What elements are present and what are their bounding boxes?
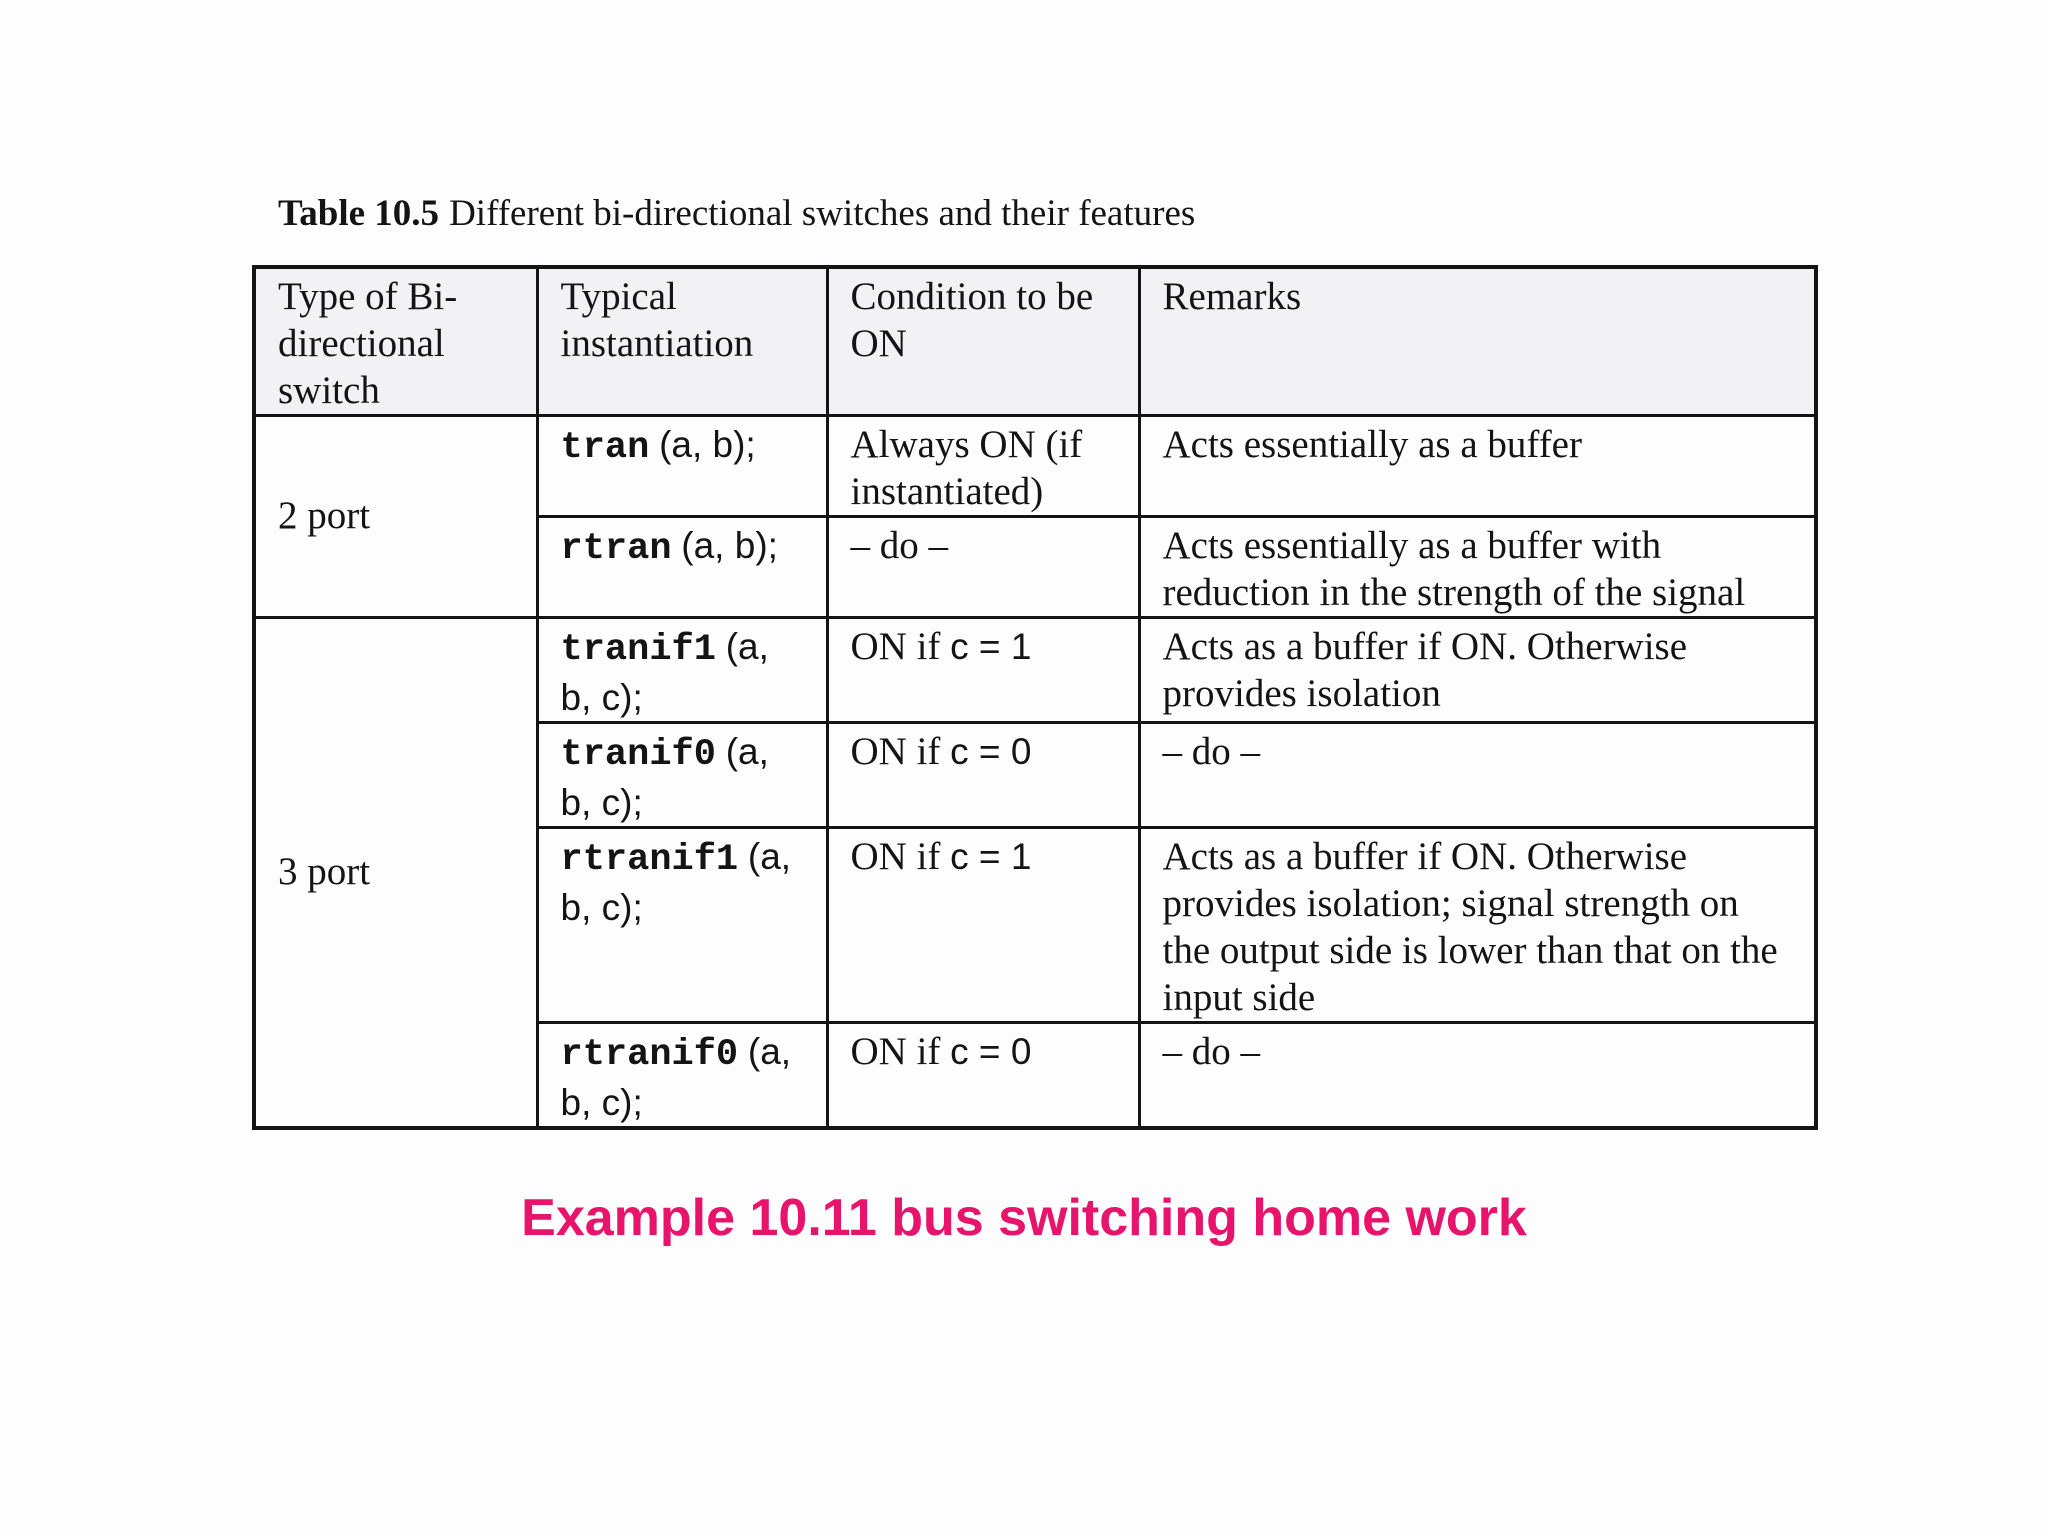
instantiation-cell: [537, 416, 827, 517]
condition-text: ON if: [850, 730, 941, 773]
switch-args: (a, b, c);: [560, 626, 769, 718]
condition-expression: c = 0: [950, 1031, 1032, 1072]
header-condition: Condition to be ON: [827, 267, 1139, 416]
table-row: [254, 416, 1816, 517]
header-remarks: Remarks: [1139, 267, 1816, 416]
port-type-cell: 2 port: [254, 416, 537, 618]
remarks-cell: Acts as a buffer if ON. Otherwise provides isolation: [1139, 618, 1816, 723]
remarks-cell: – do –: [1139, 1023, 1816, 1129]
condition-text: ON if: [850, 835, 941, 878]
instantiation-cell: [537, 723, 827, 828]
switch-args: (a, b, c);: [560, 731, 769, 823]
instantiation-cell: [537, 618, 827, 723]
table-caption-label: Table 10.5: [278, 193, 440, 234]
instantiation-cell: [537, 828, 827, 1023]
condition-cell: [827, 517, 1139, 618]
remarks-cell: Acts essentially as a buffer with reduction in the strength of the signal: [1139, 517, 1816, 618]
condition-cell: [827, 1023, 1139, 1129]
switch-args: (a, b, c);: [560, 836, 792, 928]
condition-text: – do –: [850, 524, 948, 567]
condition-expression: c = 1: [950, 626, 1032, 667]
header-instantiation: Typical instantiation: [537, 267, 827, 416]
switch-args: (a, b);: [659, 424, 756, 465]
condition-text: Always ON (if instantiated): [850, 423, 1083, 513]
remarks-cell: Acts as a buffer if ON. Otherwise provides isolation; signal strength on the output side is lower than that on the input side: [1139, 828, 1816, 1023]
switch-table: [252, 265, 1818, 1130]
condition-text: ON if: [850, 625, 941, 668]
table-row: [254, 618, 1816, 723]
table-caption-text: Different bi-directional switches and their features: [449, 193, 1196, 234]
switch-keyword: tranif1: [560, 629, 716, 671]
instantiation-cell: [537, 1023, 827, 1129]
switch-args: (a, b);: [681, 525, 778, 566]
switch-keyword: rtran: [560, 528, 672, 570]
switch-keyword: tranif0: [560, 734, 716, 776]
condition-cell: [827, 416, 1139, 517]
table-caption: [278, 192, 1195, 235]
port-type-cell: 3 port: [254, 618, 537, 1129]
switch-keyword: tran: [560, 427, 650, 469]
switch-keyword: rtranif0: [560, 1034, 739, 1076]
instantiation-cell: [537, 517, 827, 618]
condition-expression: c = 1: [950, 836, 1032, 877]
condition-text: ON if: [850, 1030, 941, 1073]
example-title: Example 10.11 bus switching home work: [521, 1189, 1527, 1247]
table-header-row: [254, 267, 1816, 416]
condition-cell: [827, 723, 1139, 828]
switch-keyword: rtranif1: [560, 839, 739, 881]
remarks-cell: Acts essentially as a buffer: [1139, 416, 1816, 517]
condition-expression: c = 0: [950, 731, 1032, 772]
switch-args: (a, b, c);: [560, 1031, 792, 1123]
remarks-cell: – do –: [1139, 723, 1816, 828]
condition-cell: [827, 618, 1139, 723]
header-type: Type of Bi-directional switch: [254, 267, 537, 416]
condition-cell: [827, 828, 1139, 1023]
